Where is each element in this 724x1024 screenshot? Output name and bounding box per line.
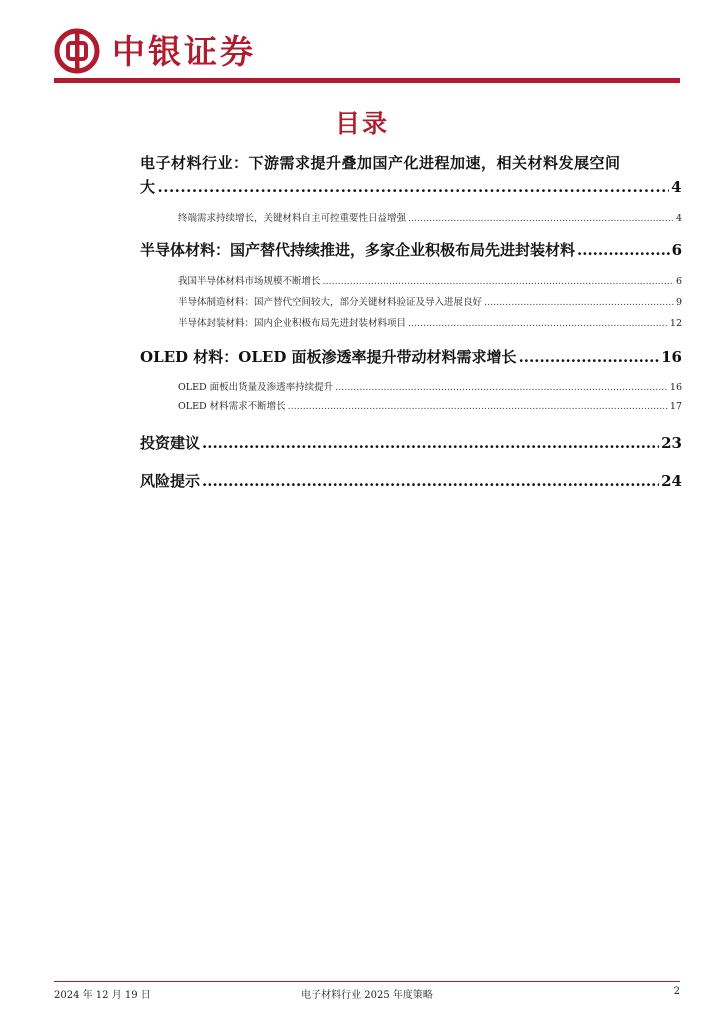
page-header (54, 28, 680, 84)
toc-entry-label: 半导体材料：国产替代持续推进，多家企业积极布局先进封装材料 (140, 241, 576, 259)
toc-entry-section-3-2[interactable] (140, 400, 682, 414)
toc-page-number: 6 (675, 276, 682, 287)
brand-name: 中银证券 (112, 32, 256, 71)
toc-entry-section-5[interactable] (140, 469, 682, 493)
bank-of-china-logo-icon (54, 28, 100, 74)
toc-leader-dots (288, 400, 668, 414)
toc-entry-section-2-1[interactable] (140, 275, 682, 289)
toc-entry-section-3-1[interactable] (140, 381, 682, 395)
footer-rule (54, 981, 680, 982)
toc-page-number: 4 (675, 213, 682, 224)
footer-date: 2024 年 12 月 19 日 (54, 990, 151, 1001)
toc-page-number: 4 (671, 178, 682, 196)
toc-leader-dots (158, 175, 670, 199)
toc-entry-label: OLED 材料：OLED 面板渗透率提升带动材料需求增长 (140, 348, 517, 366)
toc-entry-section-1[interactable] (140, 151, 682, 199)
toc-page-number: 9 (675, 297, 682, 308)
toc-title: 目录 (334, 109, 389, 138)
toc-entry-label: 半导体制造材料：国产替代空间较大，部分关键材料验证及导入进展良好 (178, 297, 483, 308)
toc-leader-dots (408, 212, 674, 226)
toc-page-number: 23 (661, 434, 682, 452)
toc-entry-label: 大 (140, 178, 156, 196)
toc-entry-label: 电子材料行业：下游需求提升叠加国产化进程加速，相关材料发展空间 (140, 154, 621, 172)
toc-page-number: 17 (669, 401, 682, 412)
toc-entry-label: OLED 材料需求不断增长 (178, 401, 286, 412)
toc-leader-dots (408, 317, 668, 331)
toc-entry-section-2-2[interactable] (140, 296, 682, 310)
toc-entry-section-4[interactable] (140, 431, 682, 455)
toc-entry-label: 投资建议 (140, 434, 201, 452)
table-of-contents (140, 150, 682, 493)
toc-page-number: 16 (661, 348, 682, 366)
toc-leader-dots (484, 296, 674, 310)
toc-page-number: 16 (669, 382, 682, 393)
toc-entry-label: 我国半导体材料市场规模不断增长 (178, 276, 321, 287)
toc-entry-label: 终端需求持续增长，关键材料自主可控重要性日益增强 (178, 213, 407, 224)
toc-leader-dots (202, 431, 659, 455)
toc-entry-section-2-3[interactable] (140, 317, 682, 331)
toc-leader-dots (323, 275, 674, 289)
toc-leader-dots (519, 345, 660, 369)
footer-page-number: 2 (673, 986, 680, 997)
toc-entry-section-1-1[interactable] (140, 212, 682, 226)
toc-entry-label: 风险提示 (140, 472, 201, 490)
toc-leader-dots (202, 469, 659, 493)
toc-entry-label: OLED 面板出货量及渗透率持续提升 (178, 382, 334, 393)
toc-page-number: 12 (669, 318, 682, 329)
footer-report-title: 电子材料行业 2025 年度策略 (301, 990, 433, 1001)
toc-page-number: 24 (661, 472, 682, 490)
header-rule (54, 78, 680, 83)
toc-entry-section-3[interactable] (140, 345, 682, 369)
toc-entry-label: 半导体封装材料：国内企业积极布局先进封装材料项目 (178, 318, 407, 329)
toc-leader-dots (577, 238, 670, 262)
toc-leader-dots (335, 381, 668, 395)
toc-entry-section-2[interactable] (140, 238, 682, 262)
toc-page-number: 6 (671, 241, 682, 259)
